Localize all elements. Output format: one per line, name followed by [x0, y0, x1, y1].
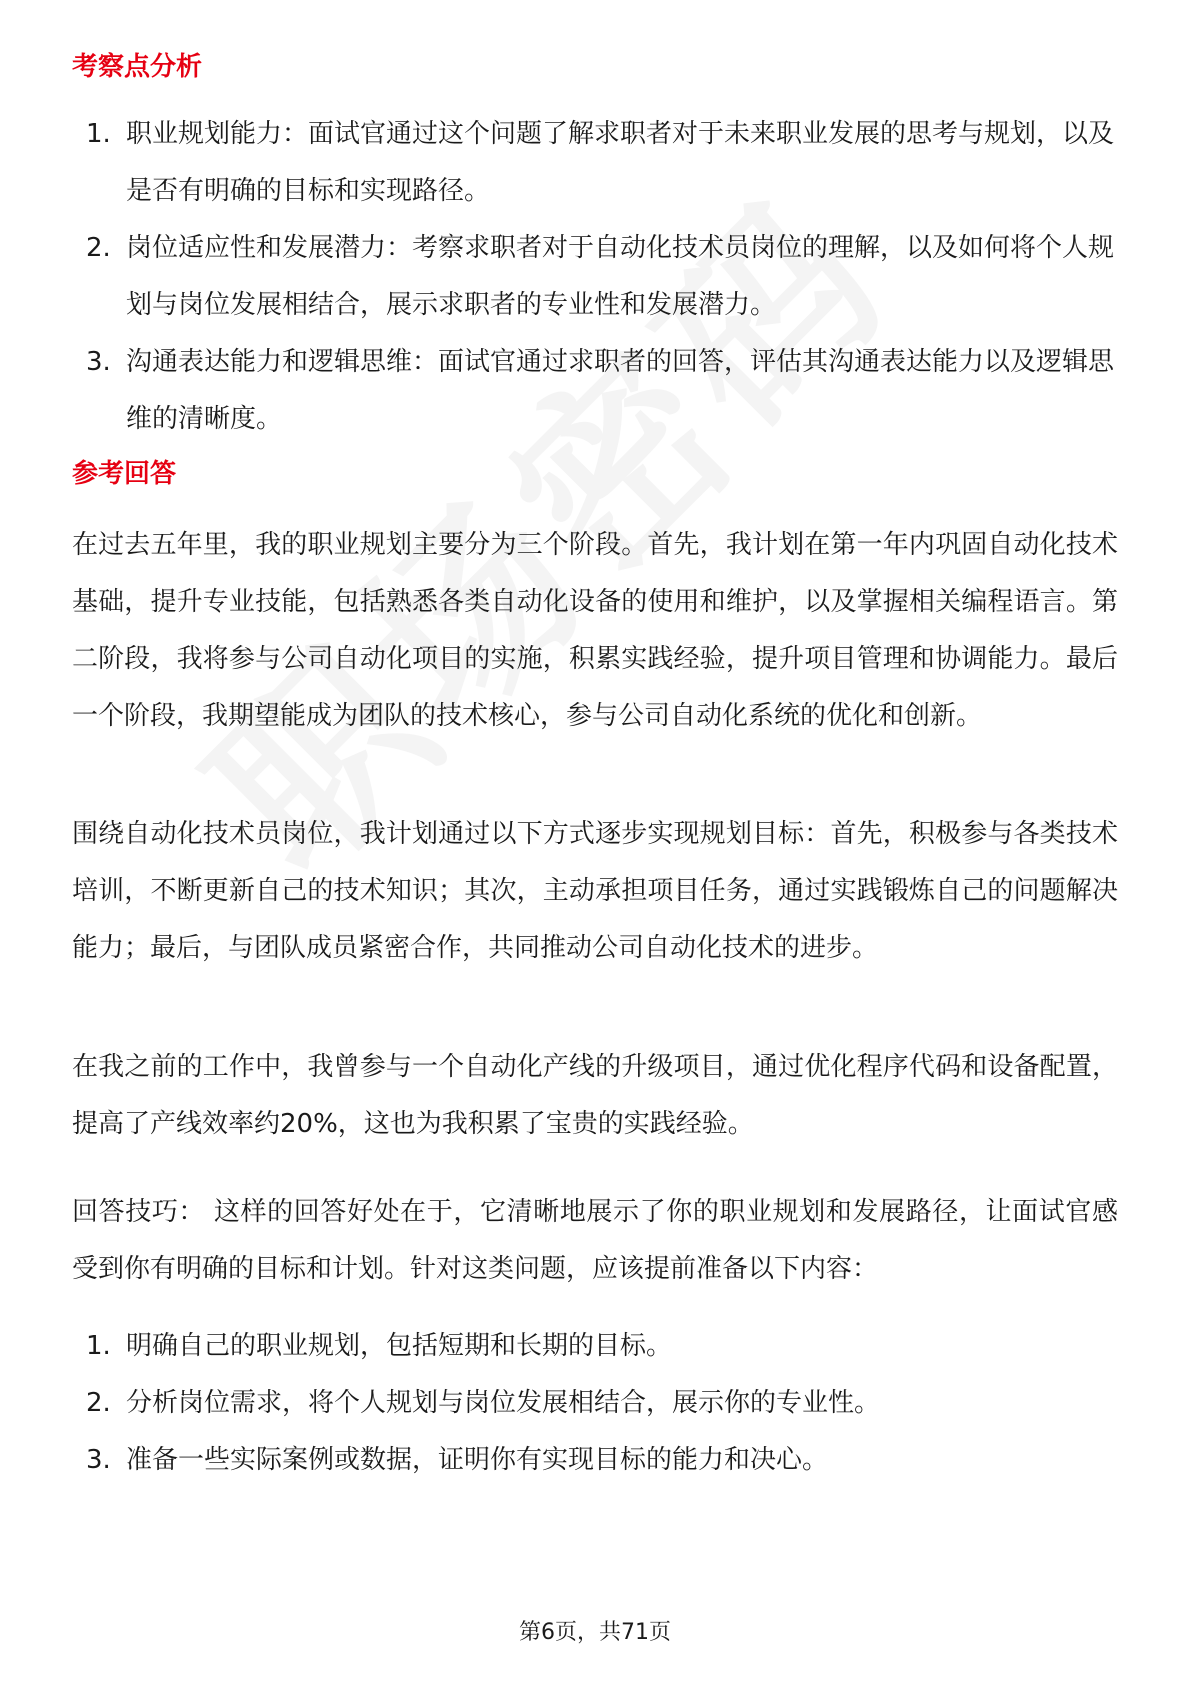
section-title-analysis: 考察点分析	[72, 52, 203, 82]
list-text: 明确自己的职业规划，包括短期和长期的目标。	[126, 1331, 673, 1361]
analysis-list	[72, 106, 1118, 448]
answer-paragraph-2: 围绕自动化技术员岗位，我计划通过以下方式逐步实现规划目标：首先，积极参与各类技术培训，不断更新自己的技术知识；其次，主动承担项目任务，通过实践锻炼自己的问题解决能力；最后，与团队成员紧密合作，共同推动公司自动化技术的进步。	[72, 819, 1118, 963]
list-item	[72, 106, 1118, 220]
list-item	[72, 1375, 1118, 1432]
list-text: 沟通表达能力和逻辑思维：面试官通过求职者的回答，评估其沟通表达能力以及逻辑思维的清晰度。	[126, 347, 1115, 434]
list-number: 2.	[86, 1388, 111, 1418]
list-number: 1.	[86, 1331, 111, 1361]
answer-paragraph-1: 在过去五年里，我的职业规划主要分为三个阶段。首先，我计划在第一年内巩固自动化技术基础，提升专业技能，包括熟悉各类自动化设备的使用和维护，以及掌握相关编程语言。第二阶段，我将参与公司自动化项目的实施，积累实践经验，提升项目管理和协调能力。最后一个阶段，我期望能成为团队的技术核心，参与公司自动化系统的优化和创新。	[72, 530, 1118, 731]
answer-tips-paragraph: 回答技巧： 这样的回答好处在于，它清晰地展示了你的职业规划和发展路径，让面试官感受到你有明确的目标和计划。针对这类问题，应该提前准备以下内容：	[72, 1197, 1118, 1284]
list-number: 3.	[86, 347, 111, 377]
list-number: 3.	[86, 1445, 111, 1475]
list-number: 1.	[86, 119, 111, 149]
section-title-reference-answer: 参考回答	[72, 459, 177, 489]
list-number: 2.	[86, 233, 111, 263]
page-footer: 第6页，共71页	[519, 1620, 671, 1645]
list-text: 职业规划能力：面试官通过这个问题了解求职者对于未来职业发展的思考与规划，以及是否有明确的目标和实现路径。	[126, 119, 1115, 206]
list-text: 准备一些实际案例或数据，证明你有实现目标的能力和决心。	[126, 1445, 829, 1475]
tips-list	[72, 1318, 1118, 1489]
list-text: 岗位适应性和发展潜力：考察求职者对于自动化技术员岗位的理解，以及如何将个人规划与岗位发展相结合，展示求职者的专业性和发展潜力。	[126, 233, 1115, 320]
list-text: 分析岗位需求，将个人规划与岗位发展相结合，展示你的专业性。	[126, 1388, 881, 1418]
answer-paragraph-3: 在我之前的工作中，我曾参与一个自动化产线的升级项目，通过优化程序代码和设备配置，提高了产线效率约20%，这也为我积累了宝贵的实践经验。	[72, 1052, 1118, 1139]
list-item	[72, 1318, 1118, 1375]
list-item	[72, 220, 1118, 334]
list-item	[72, 1432, 1118, 1489]
list-item	[72, 334, 1118, 448]
